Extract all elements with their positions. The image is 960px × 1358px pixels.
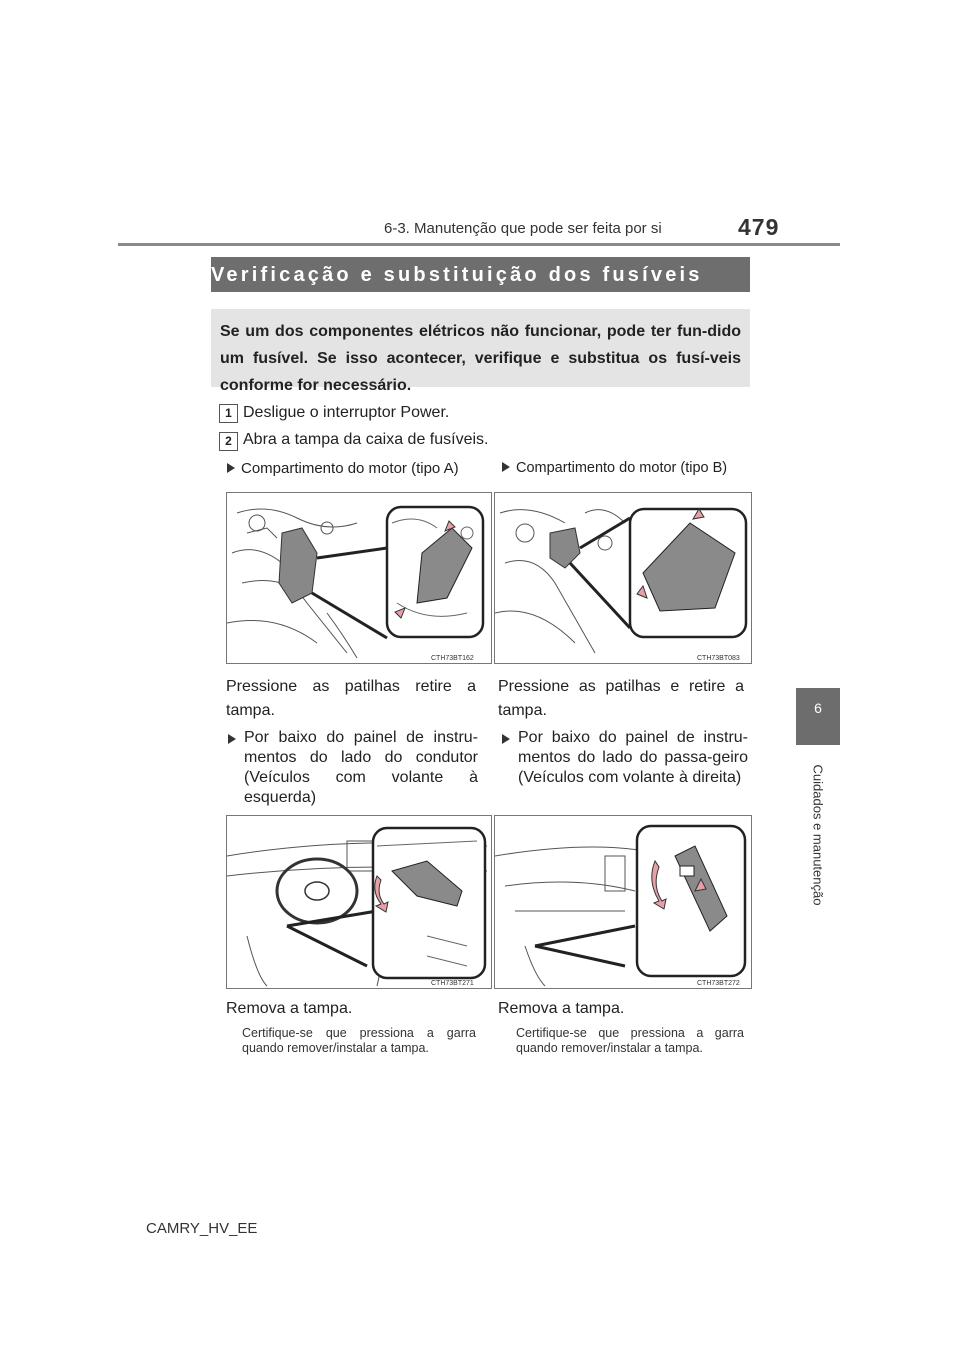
- caption-c: Remova a tampa.: [226, 1000, 353, 1017]
- triangle-bullet-icon: [227, 463, 235, 473]
- figure-dash-driver: [226, 815, 492, 989]
- figure-code-c: CTH73BT271: [431, 980, 474, 987]
- figure-code-b: CTH73BT083: [697, 655, 740, 662]
- engine-illustration-b: [495, 493, 751, 663]
- triangle-bullet-icon: [502, 734, 510, 744]
- step-number-1: 1: [219, 404, 238, 423]
- intro-text: Se um dos componentes elétricos não funcionar, pode ter fun-dido um fusível. Se isso acontecer, verifique e substitua os fusí-veis conforme for necessário.: [220, 323, 741, 394]
- header-rule: [118, 243, 840, 246]
- figure-engine-type-b: [494, 492, 752, 664]
- intro-box: [211, 309, 750, 394]
- step-number-2: 2: [219, 432, 238, 451]
- caption-a: Pressione as patilhas retire a tampa.: [226, 678, 476, 719]
- dashboard-illustration-c: [227, 816, 491, 988]
- step-text-2: Abra a tampa da caixa de fusíveis.: [243, 431, 489, 448]
- note-d: Certifique-se que pressiona a garra quando remover/instalar a tampa.: [516, 1026, 744, 1055]
- engine-illustration-a: [227, 493, 491, 663]
- dashboard-illustration-d: [495, 816, 751, 988]
- page-number: 479: [738, 214, 780, 240]
- section-title: Verificação e substituição dos fusíveis: [211, 264, 703, 286]
- caption-b: Pressione as patilhas e retire a tampa.: [498, 678, 744, 719]
- note-c: Certifique-se que pressiona a garra quando remover/instalar a tampa.: [242, 1026, 476, 1055]
- caption-d: Remova a tampa.: [498, 1000, 625, 1017]
- triangle-bullet-icon: [228, 734, 236, 744]
- step-text-1: Desligue o interruptor Power.: [243, 404, 450, 421]
- figure-dash-passenger: [494, 815, 752, 989]
- figure-heading-d: Por baixo do painel de instru-mentos do lado do passa-geiro (Veículos com volante à direita): [502, 728, 748, 788]
- figure-heading-a: Compartimento do motor (tipo A): [227, 460, 459, 477]
- figure-code-d: CTH73BT272: [697, 980, 740, 987]
- figure-heading-c: Por baixo do painel de instru-mentos do lado do condutor (Veículos com volante à esquerda): [228, 728, 478, 808]
- triangle-bullet-icon: [502, 462, 510, 472]
- figure-heading-b: Compartimento do motor (tipo B): [502, 460, 727, 476]
- chapter-tab: 6: [796, 688, 840, 745]
- figure-code-a: CTH73BT162: [431, 655, 474, 662]
- running-header-section: 6-3. Manutenção que pode ser feita por si: [384, 220, 662, 237]
- footer-model-code: CAMRY_HV_EE: [146, 1220, 258, 1237]
- section-title-bar: [211, 257, 750, 292]
- figure-engine-type-a: [226, 492, 492, 664]
- chapter-side-title: Cuidados e manutenção: [810, 764, 826, 906]
